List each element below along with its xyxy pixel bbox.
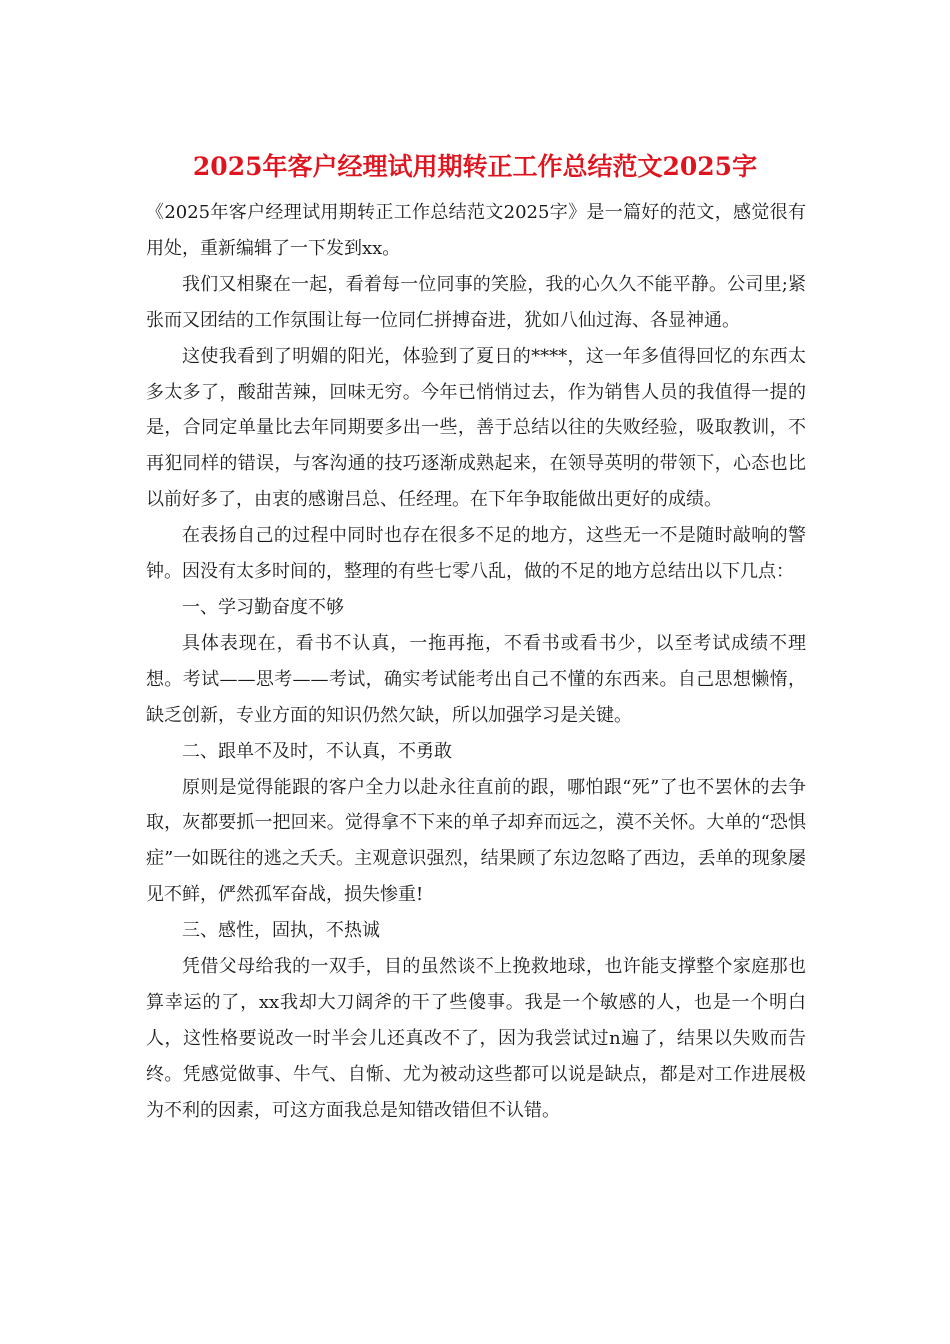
document-body	[146, 195, 806, 1129]
section-heading: 二、跟单不及时，不认真，不勇敢	[182, 740, 452, 762]
body-paragraph: 这使我看到了明媚的阳光，体验到了夏日的****，这一年多值得回忆的东西太多太多了，酸甜苦辣，回味无穷。今年已悄悄过去，作为销售人员的我值得一提的是，合同定单量比去年同期要多出一些，善于总结以往的失败经验，吸取教训，不再犯同样的错误，与客沟通的技巧逐渐成熟起来，在领导英明的带领下，心态也比以前好多了，由衷的感谢吕总、任经理。在下年争取能做出更好的成绩。	[146, 345, 806, 511]
document-title: 2025年客户经理试用期转正工作总结范文2025字	[192, 152, 758, 181]
body-paragraph: 原则是觉得能跟的客户全力以赴永往直前的跟，哪怕跟“死”了也不罢休的去争取，灰都要抓一把回来。觉得拿不下来的单子却弃而远之，漠不关怀。大单的“恐惧症”一如既往的逃之夭夭。主观意识强烈，结果顾了东边忽略了西边，丢单的现象屡见不鲜，俨然孤军奋战，损失惨重!	[146, 776, 806, 906]
intro-paragraph: 《2025年客户经理试用期转正工作总结范文2025字》是一篇好的范文，感觉很有用处，重新编辑了一下发到xx。	[146, 202, 806, 259]
body-paragraph: 具体表现在，看书不认真，一拖再拖，不看书或看书少，以至考试成绩不理想。考试——思考——考试，确实考试能考出自己不懂的东西来。自己思想懒惰，缺乏创新，专业方面的知识仍然欠缺，所以加强学习是关键。	[146, 632, 806, 726]
body-paragraph: 在表扬自己的过程中同时也存在很多不足的地方，这些无一不是随时敲响的警钟。因没有太多时间的，整理的有些七零八乱，做的不足的地方总结出以下几点：	[146, 525, 806, 583]
body-paragraph: 我们又相聚在一起，看着每一位同事的笑脸，我的心久久不能平静。公司里;紧张而又团结的工作氛围让每一位同仁拼搏奋进，犹如八仙过海、各显神通。	[146, 273, 806, 331]
section-heading: 一、学习勤奋度不够	[182, 596, 344, 618]
section-heading: 三、感性，固执，不热诚	[182, 920, 380, 942]
body-paragraph: 凭借父母给我的一双手，目的虽然谈不上挽救地球，也许能支撑整个家庭那也算幸运的了，xx我却大刀阔斧的干了些傻事。我是一个敏感的人，也是一个明白人，这性格要说改一时半会儿还真改不了，因为我尝试过n遍了，结果以失败而告终。凭感觉做事、牛气、自惭、尤为被动这些都可以说是缺点，都是对工作进展极为不利的因素，可这方面我总是知错改错但不认错。	[146, 956, 806, 1121]
